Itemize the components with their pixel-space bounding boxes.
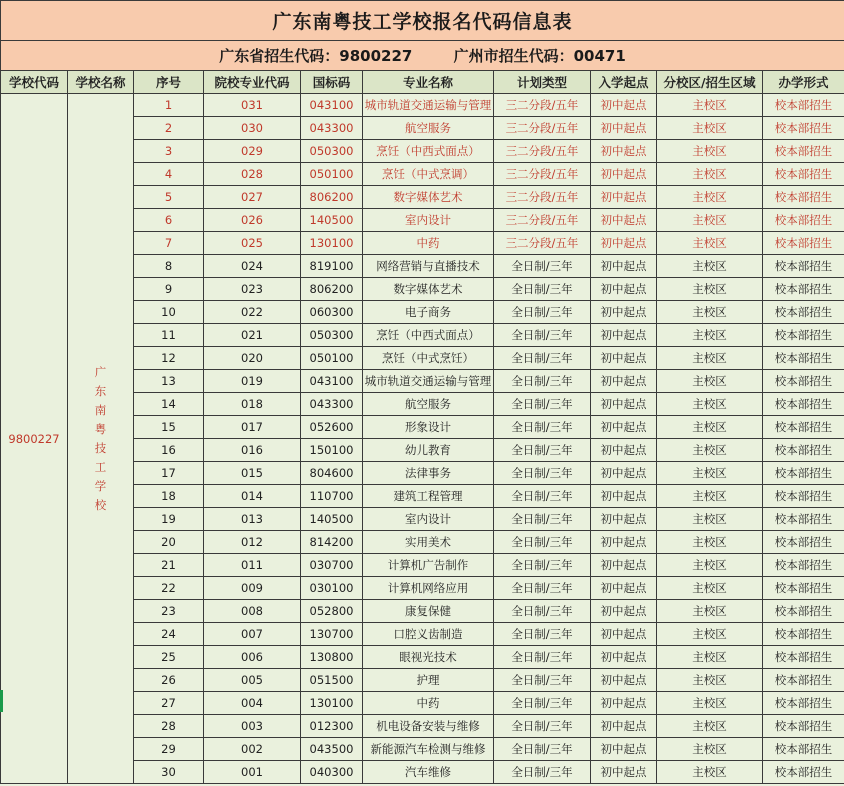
campus-cell: 主校区 <box>657 255 763 278</box>
plan-type-cell: 全日制/三年 <box>494 646 591 669</box>
seq-cell: 21 <box>134 554 204 577</box>
plan-type-cell: 全日制/三年 <box>494 600 591 623</box>
school-name-cell <box>68 94 134 784</box>
form-cell: 校本部招生 <box>763 600 844 623</box>
header-seq: 序号 <box>134 71 204 94</box>
major-code-cell: 020 <box>204 347 301 370</box>
city-code-label: 广州市招生代码： <box>453 47 574 65</box>
start-level-cell: 初中起点 <box>591 94 657 117</box>
start-level-cell: 初中起点 <box>591 278 657 301</box>
major-name-cell: 烹饪（中式烹调） <box>363 163 494 186</box>
gb-code-cell: 043500 <box>301 738 363 761</box>
major-name-cell: 形象设计 <box>363 416 494 439</box>
start-level-cell: 初中起点 <box>591 186 657 209</box>
seq-cell: 12 <box>134 347 204 370</box>
seq-cell: 6 <box>134 209 204 232</box>
major-name-cell: 数字媒体艺术 <box>363 278 494 301</box>
start-level-cell: 初中起点 <box>591 715 657 738</box>
enrollment-codes-row <box>1 41 844 71</box>
gb-code-cell: 130800 <box>301 646 363 669</box>
start-level-cell: 初中起点 <box>591 508 657 531</box>
major-code-cell: 024 <box>204 255 301 278</box>
form-cell: 校本部招生 <box>763 393 844 416</box>
campus-cell: 主校区 <box>657 577 763 600</box>
campus-cell: 主校区 <box>657 209 763 232</box>
campus-cell: 主校区 <box>657 393 763 416</box>
plan-type-cell: 全日制/三年 <box>494 462 591 485</box>
major-code-cell: 012 <box>204 531 301 554</box>
plan-type-cell: 三二分段/五年 <box>494 209 591 232</box>
major-name-cell: 幼儿教育 <box>363 439 494 462</box>
major-name-cell: 计算机广告制作 <box>363 554 494 577</box>
seq-cell: 28 <box>134 715 204 738</box>
campus-cell: 主校区 <box>657 439 763 462</box>
province-code-value: 9800227 <box>339 47 413 65</box>
plan-type-cell: 全日制/三年 <box>494 370 591 393</box>
campus-cell: 主校区 <box>657 370 763 393</box>
major-name-cell: 城市轨道交通运输与管理 <box>363 370 494 393</box>
plan-type-cell: 全日制/三年 <box>494 554 591 577</box>
gb-code-cell: 052600 <box>301 416 363 439</box>
campus-cell: 主校区 <box>657 416 763 439</box>
plan-type-cell: 全日制/三年 <box>494 439 591 462</box>
seq-cell: 19 <box>134 508 204 531</box>
campus-cell: 主校区 <box>657 278 763 301</box>
major-name-cell: 航空服务 <box>363 117 494 140</box>
start-level-cell: 初中起点 <box>591 646 657 669</box>
city-code <box>454 45 626 66</box>
start-level-cell: 初中起点 <box>591 209 657 232</box>
start-level-cell: 初中起点 <box>591 738 657 761</box>
seq-cell: 22 <box>134 577 204 600</box>
major-name-cell: 实用美术 <box>363 531 494 554</box>
gb-code-cell: 043100 <box>301 94 363 117</box>
form-cell: 校本部招生 <box>763 531 844 554</box>
campus-cell: 主校区 <box>657 646 763 669</box>
form-cell: 校本部招生 <box>763 301 844 324</box>
major-name-cell: 中药 <box>363 232 494 255</box>
major-code-cell: 016 <box>204 439 301 462</box>
seq-cell: 4 <box>134 163 204 186</box>
campus-cell: 主校区 <box>657 163 763 186</box>
campus-cell: 主校区 <box>657 324 763 347</box>
major-name-cell: 电子商务 <box>363 301 494 324</box>
gb-code-cell: 050100 <box>301 347 363 370</box>
form-cell: 校本部招生 <box>763 163 844 186</box>
form-cell: 校本部招生 <box>763 324 844 347</box>
campus-cell: 主校区 <box>657 738 763 761</box>
major-code-cell: 014 <box>204 485 301 508</box>
plan-type-cell: 三二分段/五年 <box>494 186 591 209</box>
plan-type-cell: 三二分段/五年 <box>494 94 591 117</box>
form-cell: 校本部招生 <box>763 738 844 761</box>
start-level-cell: 初中起点 <box>591 163 657 186</box>
table-body <box>1 94 844 784</box>
form-cell: 校本部招生 <box>763 347 844 370</box>
gb-code-cell: 140500 <box>301 209 363 232</box>
gb-code-cell: 819100 <box>301 255 363 278</box>
campus-cell: 主校区 <box>657 462 763 485</box>
campus-cell: 主校区 <box>657 186 763 209</box>
city-code-value: 00471 <box>573 47 626 65</box>
form-cell: 校本部招生 <box>763 140 844 163</box>
gb-code-cell: 130700 <box>301 623 363 646</box>
start-level-cell: 初中起点 <box>591 600 657 623</box>
campus-cell: 主校区 <box>657 232 763 255</box>
major-code-cell: 022 <box>204 301 301 324</box>
start-level-cell: 初中起点 <box>591 255 657 278</box>
gb-code-cell: 043300 <box>301 393 363 416</box>
form-cell: 校本部招生 <box>763 508 844 531</box>
major-code-cell: 019 <box>204 370 301 393</box>
major-code-cell: 030 <box>204 117 301 140</box>
major-code-cell: 026 <box>204 209 301 232</box>
campus-cell: 主校区 <box>657 554 763 577</box>
seq-cell: 14 <box>134 393 204 416</box>
school-name-char: 南 <box>94 402 107 417</box>
plan-type-cell: 三二分段/五年 <box>494 140 591 163</box>
column-header-row <box>1 71 844 94</box>
seq-cell: 5 <box>134 186 204 209</box>
school-name-char: 工 <box>94 459 107 474</box>
gb-code-cell: 806200 <box>301 186 363 209</box>
form-cell: 校本部招生 <box>763 232 844 255</box>
campus-cell: 主校区 <box>657 485 763 508</box>
school-name-char: 广 <box>94 364 107 379</box>
gb-code-cell: 012300 <box>301 715 363 738</box>
campus-cell: 主校区 <box>657 117 763 140</box>
seq-cell: 3 <box>134 140 204 163</box>
school-name-char: 学 <box>94 478 107 493</box>
form-cell: 校本部招生 <box>763 577 844 600</box>
gb-code-cell: 150100 <box>301 439 363 462</box>
gb-code-cell: 806200 <box>301 278 363 301</box>
seq-cell: 10 <box>134 301 204 324</box>
major-code-cell: 005 <box>204 669 301 692</box>
campus-cell: 主校区 <box>657 531 763 554</box>
major-name-cell: 中药 <box>363 692 494 715</box>
seq-cell: 29 <box>134 738 204 761</box>
gb-code-cell: 051500 <box>301 669 363 692</box>
gb-code-cell: 804600 <box>301 462 363 485</box>
major-code-cell: 004 <box>204 692 301 715</box>
plan-type-cell: 全日制/三年 <box>494 577 591 600</box>
major-name-cell: 机电设备安装与维修 <box>363 715 494 738</box>
major-code-cell: 011 <box>204 554 301 577</box>
school-name-char: 粤 <box>94 421 107 436</box>
form-cell: 校本部招生 <box>763 370 844 393</box>
seq-cell: 1 <box>134 94 204 117</box>
gb-code-cell: 110700 <box>301 485 363 508</box>
start-level-cell: 初中起点 <box>591 669 657 692</box>
major-name-cell: 航空服务 <box>363 393 494 416</box>
header-gb-code: 国标码 <box>301 71 363 94</box>
gb-code-cell: 130100 <box>301 232 363 255</box>
major-name-cell: 护理 <box>363 669 494 692</box>
plan-type-cell: 全日制/三年 <box>494 393 591 416</box>
major-name-cell: 建筑工程管理 <box>363 485 494 508</box>
major-name-cell: 室内设计 <box>363 508 494 531</box>
campus-cell: 主校区 <box>657 692 763 715</box>
start-level-cell: 初中起点 <box>591 761 657 784</box>
gb-code-cell: 060300 <box>301 301 363 324</box>
major-code-cell: 002 <box>204 738 301 761</box>
start-level-cell: 初中起点 <box>591 692 657 715</box>
start-level-cell: 初中起点 <box>591 393 657 416</box>
seq-cell: 24 <box>134 623 204 646</box>
school-name-char: 校 <box>94 497 107 512</box>
campus-cell: 主校区 <box>657 669 763 692</box>
major-name-cell: 汽车维修 <box>363 761 494 784</box>
gb-code-cell: 814200 <box>301 531 363 554</box>
plan-type-cell: 全日制/三年 <box>494 715 591 738</box>
plan-type-cell: 全日制/三年 <box>494 623 591 646</box>
major-code-cell: 027 <box>204 186 301 209</box>
major-code-cell: 021 <box>204 324 301 347</box>
plan-type-cell: 三二分段/五年 <box>494 232 591 255</box>
plan-type-cell: 全日制/三年 <box>494 531 591 554</box>
gb-code-cell: 050300 <box>301 324 363 347</box>
table-row <box>1 94 844 117</box>
gb-code-cell: 050300 <box>301 140 363 163</box>
form-cell: 校本部招生 <box>763 209 844 232</box>
campus-cell: 主校区 <box>657 94 763 117</box>
form-cell: 校本部招生 <box>763 623 844 646</box>
plan-type-cell: 全日制/三年 <box>494 347 591 370</box>
form-cell: 校本部招生 <box>763 554 844 577</box>
form-cell: 校本部招生 <box>763 462 844 485</box>
seq-cell: 2 <box>134 117 204 140</box>
plan-type-cell: 全日制/三年 <box>494 692 591 715</box>
major-name-cell: 城市轨道交通运输与管理 <box>363 94 494 117</box>
seq-cell: 13 <box>134 370 204 393</box>
form-cell: 校本部招生 <box>763 761 844 784</box>
plan-type-cell: 全日制/三年 <box>494 669 591 692</box>
start-level-cell: 初中起点 <box>591 117 657 140</box>
gb-code-cell: 030700 <box>301 554 363 577</box>
start-level-cell: 初中起点 <box>591 439 657 462</box>
major-name-cell: 康复保健 <box>363 600 494 623</box>
header-school-name: 学校名称 <box>68 71 134 94</box>
header-campus: 分校区/招生区域 <box>657 71 763 94</box>
start-level-cell: 初中起点 <box>591 485 657 508</box>
major-name-cell: 室内设计 <box>363 209 494 232</box>
form-cell: 校本部招生 <box>763 646 844 669</box>
start-level-cell: 初中起点 <box>591 462 657 485</box>
form-cell: 校本部招生 <box>763 94 844 117</box>
major-code-cell: 003 <box>204 715 301 738</box>
major-name-cell: 烹饪（中式烹饪） <box>363 347 494 370</box>
seq-cell: 7 <box>134 232 204 255</box>
gb-code-cell: 130100 <box>301 692 363 715</box>
seq-cell: 11 <box>134 324 204 347</box>
form-cell: 校本部招生 <box>763 278 844 301</box>
seq-cell: 23 <box>134 600 204 623</box>
form-cell: 校本部招生 <box>763 439 844 462</box>
major-name-cell: 烹饪（中西式面点） <box>363 324 494 347</box>
form-cell: 校本部招生 <box>763 117 844 140</box>
school-name-char: 技 <box>94 440 107 455</box>
major-code-cell: 008 <box>204 600 301 623</box>
table-title: 广东南粤技工学校报名代码信息表 <box>1 1 844 41</box>
seq-cell: 30 <box>134 761 204 784</box>
major-code-cell: 018 <box>204 393 301 416</box>
plan-type-cell: 全日制/三年 <box>494 301 591 324</box>
campus-cell: 主校区 <box>657 347 763 370</box>
seq-cell: 26 <box>134 669 204 692</box>
major-name-cell: 数字媒体艺术 <box>363 186 494 209</box>
gb-code-cell: 043100 <box>301 370 363 393</box>
major-code-cell: 001 <box>204 761 301 784</box>
school-code-cell: 9800227 <box>1 94 68 784</box>
start-level-cell: 初中起点 <box>591 140 657 163</box>
form-cell: 校本部招生 <box>763 715 844 738</box>
start-level-cell: 初中起点 <box>591 554 657 577</box>
major-code-cell: 006 <box>204 646 301 669</box>
seq-cell: 15 <box>134 416 204 439</box>
header-major-code: 院校专业代码 <box>204 71 301 94</box>
plan-type-cell: 全日制/三年 <box>494 508 591 531</box>
campus-cell: 主校区 <box>657 301 763 324</box>
province-code <box>219 45 412 66</box>
start-level-cell: 初中起点 <box>591 232 657 255</box>
seq-cell: 20 <box>134 531 204 554</box>
seq-cell: 9 <box>134 278 204 301</box>
start-level-cell: 初中起点 <box>591 324 657 347</box>
seq-cell: 18 <box>134 485 204 508</box>
gb-code-cell: 043300 <box>301 117 363 140</box>
major-name-cell: 新能源汽车检测与维修 <box>363 738 494 761</box>
row-edge-marker <box>0 690 3 712</box>
campus-cell: 主校区 <box>657 508 763 531</box>
major-name-cell: 法律事务 <box>363 462 494 485</box>
form-cell: 校本部招生 <box>763 669 844 692</box>
major-code-cell: 031 <box>204 94 301 117</box>
major-code-cell: 009 <box>204 577 301 600</box>
form-cell: 校本部招生 <box>763 485 844 508</box>
header-major-name: 专业名称 <box>363 71 494 94</box>
major-code-cell: 028 <box>204 163 301 186</box>
start-level-cell: 初中起点 <box>591 347 657 370</box>
major-code-cell: 023 <box>204 278 301 301</box>
plan-type-cell: 全日制/三年 <box>494 416 591 439</box>
form-cell: 校本部招生 <box>763 416 844 439</box>
gb-code-cell: 040300 <box>301 761 363 784</box>
header-start-level: 入学起点 <box>591 71 657 94</box>
gb-code-cell: 030100 <box>301 577 363 600</box>
start-level-cell: 初中起点 <box>591 531 657 554</box>
province-code-label: 广东省招生代码： <box>219 47 340 65</box>
form-cell: 校本部招生 <box>763 692 844 715</box>
campus-cell: 主校区 <box>657 600 763 623</box>
header-form: 办学形式 <box>763 71 844 94</box>
campus-cell: 主校区 <box>657 761 763 784</box>
major-name-cell: 口腔义齿制造 <box>363 623 494 646</box>
campus-cell: 主校区 <box>657 715 763 738</box>
plan-type-cell: 三二分段/五年 <box>494 117 591 140</box>
gb-code-cell: 050100 <box>301 163 363 186</box>
plan-type-cell: 全日制/三年 <box>494 738 591 761</box>
seq-cell: 8 <box>134 255 204 278</box>
major-code-cell: 015 <box>204 462 301 485</box>
start-level-cell: 初中起点 <box>591 370 657 393</box>
header-school-code: 学校代码 <box>1 71 68 94</box>
enrollment-codes-cell <box>1 41 844 71</box>
plan-type-cell: 三二分段/五年 <box>494 163 591 186</box>
major-code-cell: 017 <box>204 416 301 439</box>
school-name-vertical <box>68 363 133 515</box>
major-name-cell: 网络营销与直播技术 <box>363 255 494 278</box>
seq-cell: 25 <box>134 646 204 669</box>
seq-cell: 16 <box>134 439 204 462</box>
campus-cell: 主校区 <box>657 140 763 163</box>
major-code-cell: 025 <box>204 232 301 255</box>
title-row <box>1 1 844 41</box>
plan-type-cell: 全日制/三年 <box>494 485 591 508</box>
gb-code-cell: 052800 <box>301 600 363 623</box>
major-code-cell: 029 <box>204 140 301 163</box>
plan-type-cell: 全日制/三年 <box>494 761 591 784</box>
seq-cell: 17 <box>134 462 204 485</box>
major-name-cell: 眼视光技术 <box>363 646 494 669</box>
major-code-cell: 013 <box>204 508 301 531</box>
form-cell: 校本部招生 <box>763 186 844 209</box>
major-code-cell: 007 <box>204 623 301 646</box>
start-level-cell: 初中起点 <box>591 301 657 324</box>
plan-type-cell: 全日制/三年 <box>494 255 591 278</box>
major-name-cell: 计算机网络应用 <box>363 577 494 600</box>
start-level-cell: 初中起点 <box>591 416 657 439</box>
plan-type-cell: 全日制/三年 <box>494 278 591 301</box>
header-plan-type: 计划类型 <box>494 71 591 94</box>
seq-cell: 27 <box>134 692 204 715</box>
gb-code-cell: 140500 <box>301 508 363 531</box>
plan-type-cell: 全日制/三年 <box>494 324 591 347</box>
start-level-cell: 初中起点 <box>591 623 657 646</box>
start-level-cell: 初中起点 <box>591 577 657 600</box>
campus-cell: 主校区 <box>657 623 763 646</box>
form-cell: 校本部招生 <box>763 255 844 278</box>
major-name-cell: 烹饪（中西式面点） <box>363 140 494 163</box>
school-name-char: 东 <box>94 383 107 398</box>
